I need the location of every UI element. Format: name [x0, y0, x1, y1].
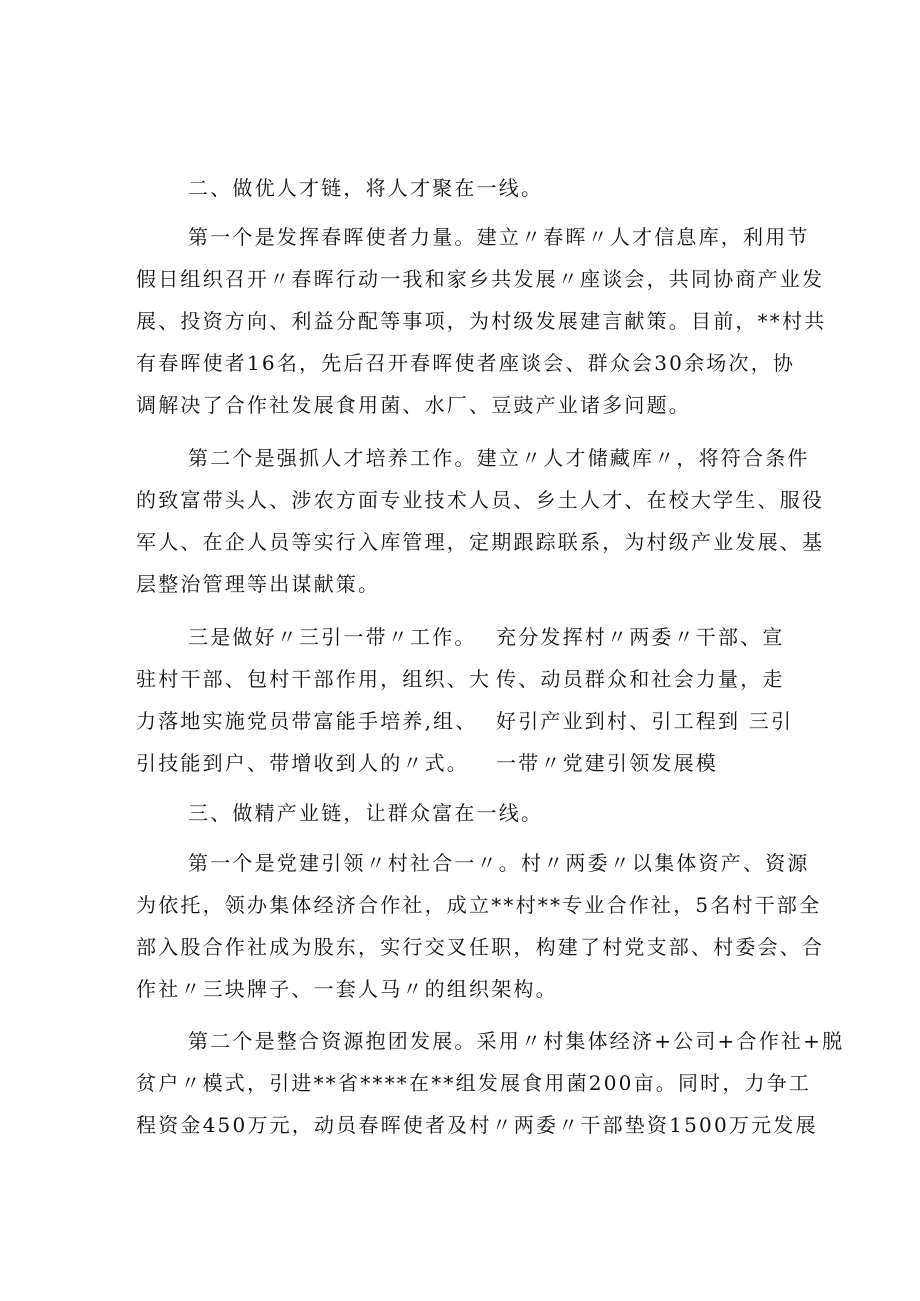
text-line: 程资金450万元，动员春晖使者及村〃两委〃干部垫资1500万元发展 — [136, 1113, 818, 1137]
section-heading: 三、做精产业链，让群众富在一线。 — [188, 801, 544, 825]
text-line: 调解决了合作社发展食用菌、水厂、豆豉产业诸多问题。 — [136, 393, 691, 417]
text-line: 第一个是党建引领〃村社合一〃。村〃两委〃以集体资产、资源 — [188, 851, 810, 875]
text-line: 展、投资方向、利益分配等事项，为村级发展建言献策。目前，**村共 — [136, 309, 827, 333]
text-line: 军人、在企人员等实行入库管理，定期跟踪联系，为村级产业发展、基 — [136, 530, 825, 554]
text-line: 第二个是整合资源抱团发展。采用〃村集体经济+公司+合作社+脱 — [188, 1029, 845, 1053]
text-line: 层整治管理等出谋献策。 — [136, 572, 381, 596]
text-line: 有春晖使者16名，先后召开春晖使者座谈会、群众会30余场次，协 — [136, 351, 796, 375]
text-line: 三是做好〃三引一带〃工作。 — [188, 625, 477, 649]
text-line: 驻村干部、包村干部作用，组织、大 — [136, 667, 492, 691]
text-line: 一带〃党建引领发展模 — [496, 751, 718, 775]
text-line: 引技能到户、带增收到人的〃式。 — [136, 751, 469, 775]
text-line: 为依托，领办集体经济合作社，成立**村**专业合作社，5名村干部全 — [136, 893, 822, 917]
text-line: 第二个是强抓人才培养工作。建立〃人才储藏库〃，将符合条件 — [188, 446, 810, 470]
text-line: 贫户〃模式，引进**省****在**组发展食用菌200亩。同时，力争工 — [136, 1071, 812, 1095]
text-line: 部入股合作社成为股东，实行交叉任职，构建了村党支部、村委会、合 — [136, 935, 825, 959]
text-line: 力落地实施党员带富能手培养,组、 — [136, 709, 478, 733]
text-line: 假日组织召开〃春晖行动一我和家乡共发展〃座谈会，共同协商产业发 — [136, 267, 825, 291]
text-line: 第一个是发挥春晖使者力量。建立〃春晖〃人才信息库，利用节 — [188, 225, 810, 249]
text-line: 作社〃三块牌子、一套人马〃的组织架构。 — [136, 977, 558, 1001]
section-heading: 二、做优人才链，将人才聚在一线。 — [188, 176, 544, 200]
text-line: 好引产业到村、引工程到 三引 — [496, 709, 794, 733]
text-line: 充分发挥村〃两委〃干部、宣 — [496, 625, 785, 649]
text-line: 的致富带头人、涉农方面专业技术人员、乡土人才、在校大学生、服役 — [136, 488, 825, 512]
text-line: 传、动员群众和社会力量，走 — [496, 667, 785, 691]
